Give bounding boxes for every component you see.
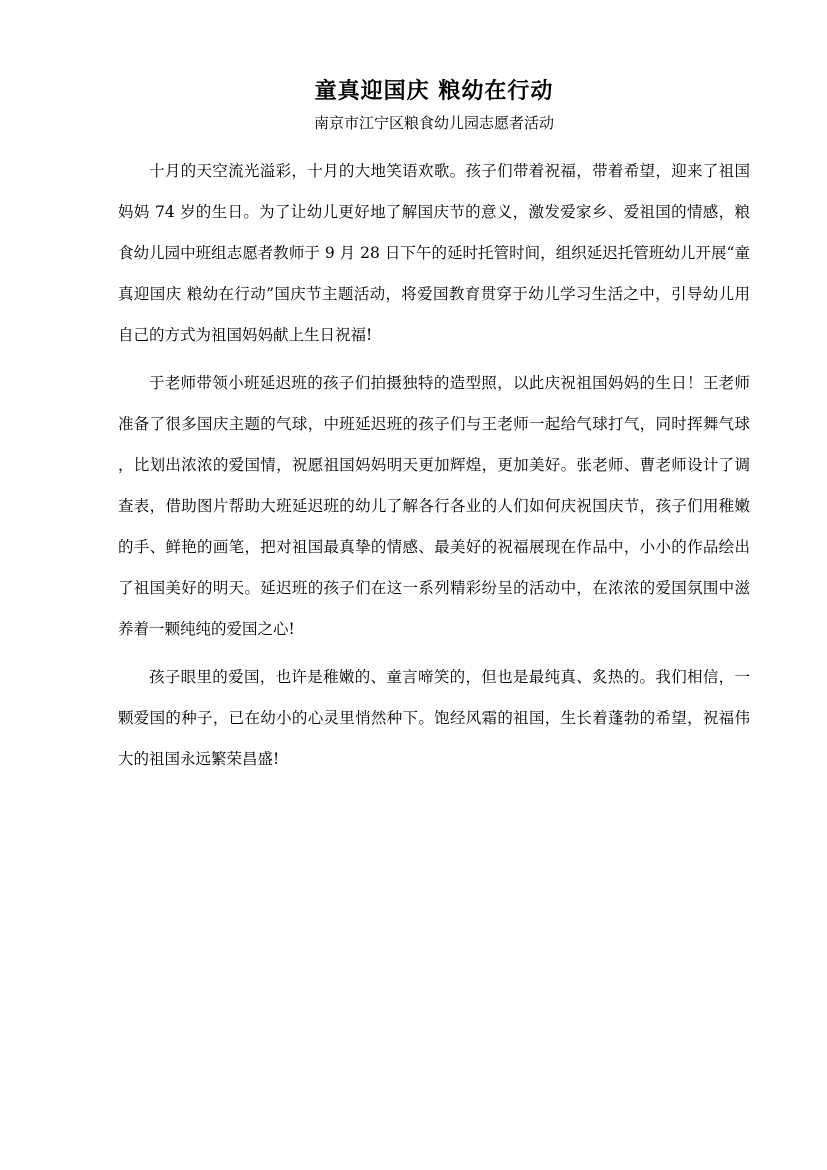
paragraph-1: 十月的天空流光溢彩，十月的大地笑语欢歌。孩子们带着祝福，带着希望，迎来了祖国妈妈 74 岁的生日。为了让幼儿更好地了解国庆节的意义，激发爱家乡、爱祖国的情感，粮食幼儿园中班组志愿者教师于 9 月 28 日下午的延时托管时间，组织延迟托管班幼儿开展“童真迎国庆 粮幼在行动”国庆节主题活动，将爱国教育贯穿于幼儿学习生活之中，引导幼儿用自己的方式为祖国妈妈献上生日祝福! xyxy=(118,162,750,344)
page-subtitle: 南京市江宁区粮食幼儿园志愿者活动 xyxy=(313,114,554,132)
paragraph-2: 于老师带领小班延迟班的孩子们拍摄独特的造型照，以此庆祝祖国妈妈的生日！王老师准备了很多国庆主题的气球，中班延迟班的孩子们与王老师一起给气球打气，同时挥舞气球，比划出浓浓的爱国情，祝愿祖国妈妈明天更加辉煌，更加美好。张老师、曹老师设计了调查表，借助图片帮助大班延迟班的幼儿了解各行各业的人们如何庆祝国庆节，孩子们用稚嫩的手、鲜艳的画笔，把对祖国最真挚的情感、最美好的祝福展现在作品中，小小的作品绘出了祖国美好的明天。延迟班的孩子们在这一系列精彩纷呈的活动中，在浓浓的爱国氛围中滋养着一颗纯纯的爱国之心! xyxy=(118,374,750,638)
page-title: 童真迎国庆 粮幼在行动 xyxy=(314,79,554,104)
paragraph-3: 孩子眼里的爱国，也许是稚嫩的、童言啼笑的，但也是最纯真、炙热的。我们相信，一颗爱国的种子，已在幼小的心灵里悄然种下。饱经风霜的祖国，生长着蓬勃的希望，祝福伟大的祖国永远繁荣昌盛! xyxy=(118,668,750,768)
article-body xyxy=(118,151,750,787)
